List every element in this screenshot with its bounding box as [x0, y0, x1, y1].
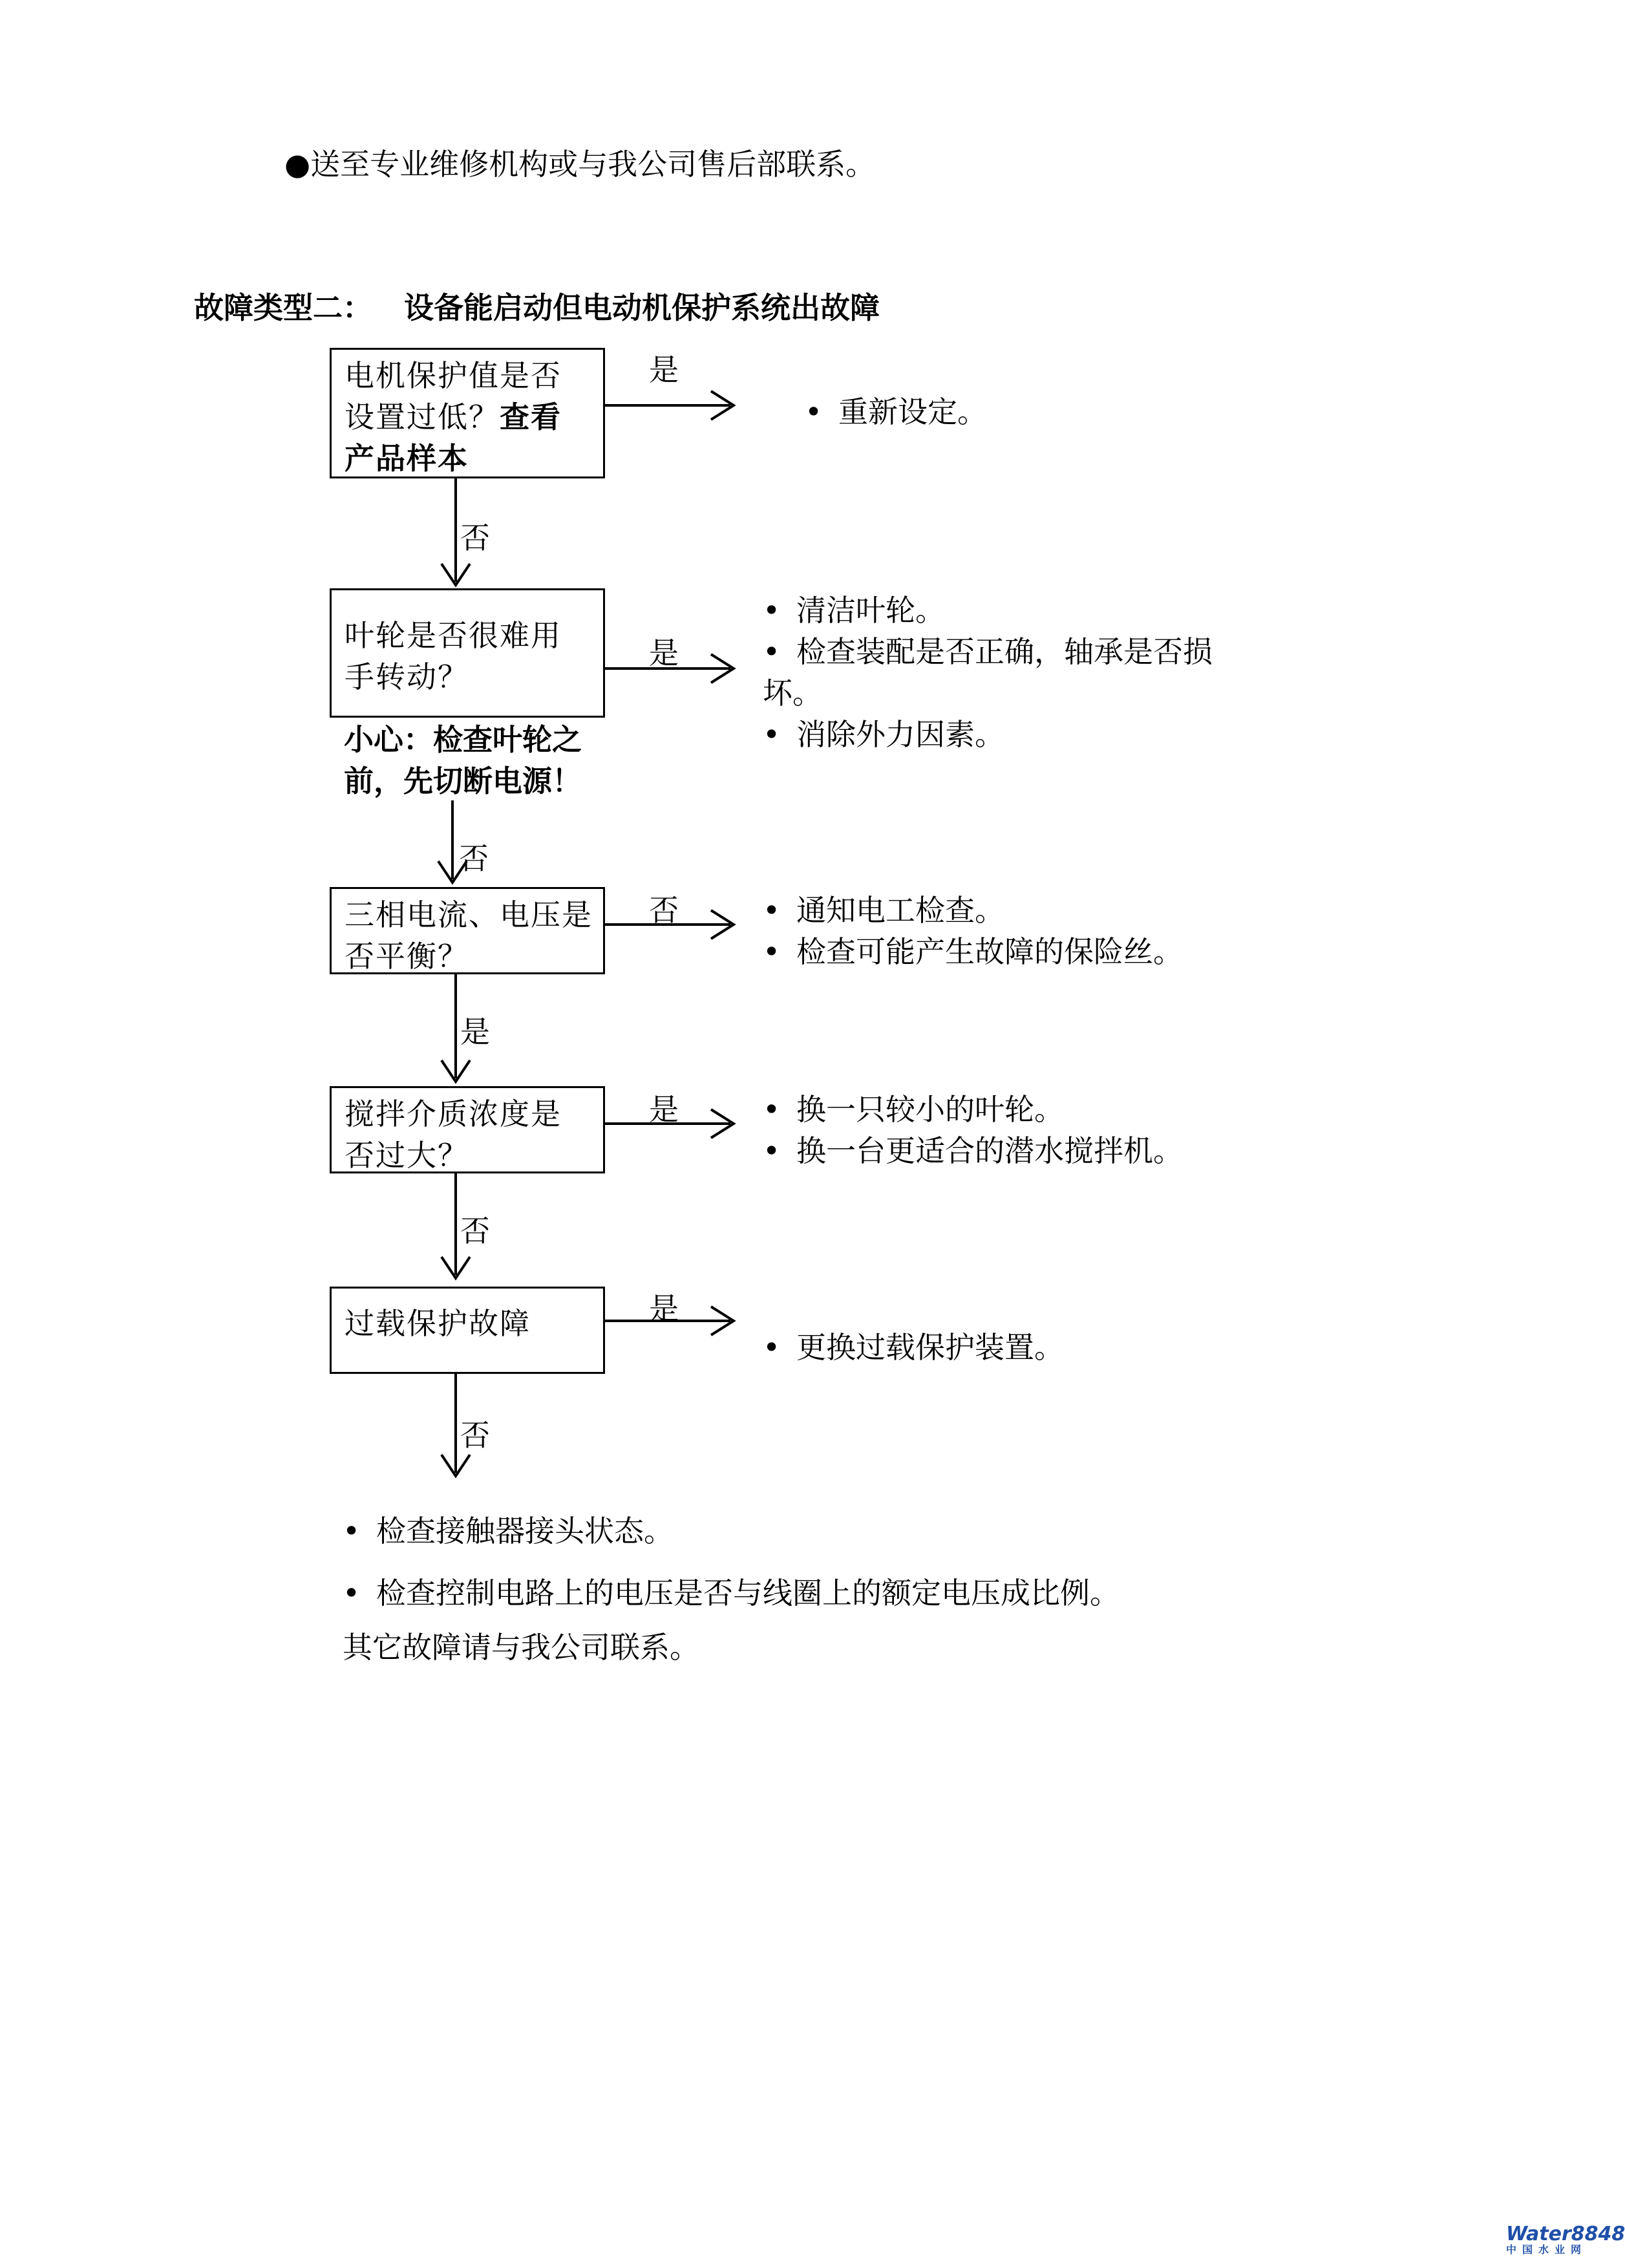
bullet-icon: •: [763, 717, 781, 752]
decision-box-3: [330, 887, 605, 974]
bullet-icon: •: [763, 634, 781, 669]
action-item: [763, 672, 1213, 714]
right-label-3: 否: [649, 893, 679, 928]
action-text: 检查控制电路上的电压是否与线圈上的额定电压成比例。: [376, 1576, 1120, 1610]
arrow-right-1: [603, 391, 734, 420]
action-item: [763, 631, 1213, 672]
action-text: 换一只较小的叶轮。: [796, 1092, 1064, 1127]
intro-line: ●送至专业维修机构或与我公司售后部联系。: [284, 147, 876, 182]
bullet-icon: •: [763, 593, 781, 628]
decision-5-line-1: 过载保护故障: [345, 1306, 531, 1341]
right-label-2: 是: [649, 636, 679, 670]
bullet-icon: •: [763, 1330, 781, 1365]
decision-2-line-2: 手转动？: [345, 659, 469, 694]
actions-4: [763, 1089, 1183, 1171]
action-item: [763, 714, 1213, 755]
right-label-4: 是: [649, 1092, 679, 1127]
action-item: [763, 1130, 1183, 1171]
decision-1-line-1: 电机保护值是否: [345, 358, 562, 393]
caution-note-line-1: 小心：检查叶轮之: [344, 722, 582, 757]
right-label-5: 是: [649, 1291, 679, 1326]
action-item: [763, 890, 1183, 931]
decision-4-line-2: 否过大？: [345, 1138, 469, 1173]
bullet-icon: •: [343, 1514, 361, 1548]
final-actions: [343, 1500, 1120, 1624]
action-text: 检查装配是否正确，轴承是否损: [796, 634, 1213, 669]
bullet-icon: •: [763, 1092, 781, 1127]
bullet-icon: •: [343, 1576, 361, 1610]
actions-1: [805, 391, 987, 433]
action-text: 通知电工检查。: [796, 893, 1004, 928]
action-text: 坏。: [763, 676, 822, 711]
decision-3-line-1: 三相电流、电压是: [345, 897, 593, 932]
decision-1-bold-line: 产品样本: [345, 441, 469, 476]
actions-3: [763, 890, 1183, 972]
action-text: 清洁叶轮。: [796, 593, 945, 628]
decision-box-4: [330, 1086, 605, 1173]
decision-1-line-2-wrap: [345, 396, 594, 438]
action-text: 检查可能产生故障的保险丝。: [796, 934, 1183, 969]
actions-5: [763, 1327, 1064, 1368]
decision-2-line-1: 叶轮是否很难用: [345, 618, 562, 653]
action-item: [763, 931, 1183, 972]
section-label: 故障类型二：: [194, 290, 372, 325]
down-label-5: 否: [460, 1418, 490, 1453]
bullet-icon: •: [763, 893, 781, 928]
watermark-logo: [1506, 2223, 1625, 2256]
down-label-3: 是: [460, 1014, 490, 1049]
decision-4-line-1: 搅拌介质浓度是: [345, 1097, 562, 1131]
actions-2: [763, 590, 1213, 755]
right-label-1: 是: [649, 352, 679, 387]
bullet-icon: •: [763, 1133, 781, 1168]
decision-box-2: [330, 588, 605, 718]
caution-note-line-2: 前，先切断电源！: [344, 764, 582, 798]
action-item: [763, 1327, 1064, 1368]
action-text: 重新设定。: [838, 394, 987, 429]
action-text: 更换过载保护装置。: [796, 1330, 1064, 1365]
down-label-2: 否: [459, 841, 489, 876]
action-item: [805, 391, 987, 433]
action-text: 检查接触器接头状态。: [376, 1514, 674, 1548]
bullet-icon: •: [805, 394, 823, 429]
down-label-4: 否: [460, 1214, 490, 1248]
section-title: 设备能启动但电动机保护系统出故障: [404, 290, 880, 325]
decision-box-5: [330, 1287, 605, 1374]
action-item: [763, 1089, 1183, 1130]
action-item: [343, 1562, 1120, 1624]
action-text: 消除外力因素。: [796, 717, 1004, 752]
footer-note: 其它故障请与我公司联系。: [343, 1630, 699, 1665]
action-item: [763, 590, 1213, 631]
decision-3-line-2: 否平衡？: [345, 939, 469, 974]
watermark-brand: Water8848: [1506, 2223, 1625, 2245]
down-label-1: 否: [460, 520, 490, 555]
watermark-cn: 中国水业网: [1506, 2243, 1588, 2256]
bullet-icon: •: [763, 934, 781, 969]
action-item: [343, 1500, 1120, 1562]
decision-1-line-2: 设置过低？: [345, 400, 500, 434]
action-text: 换一台更适合的潜水搅拌机。: [796, 1133, 1183, 1168]
decision-box-1: [330, 348, 605, 478]
decision-1-bold-tail: 查看: [500, 400, 562, 434]
